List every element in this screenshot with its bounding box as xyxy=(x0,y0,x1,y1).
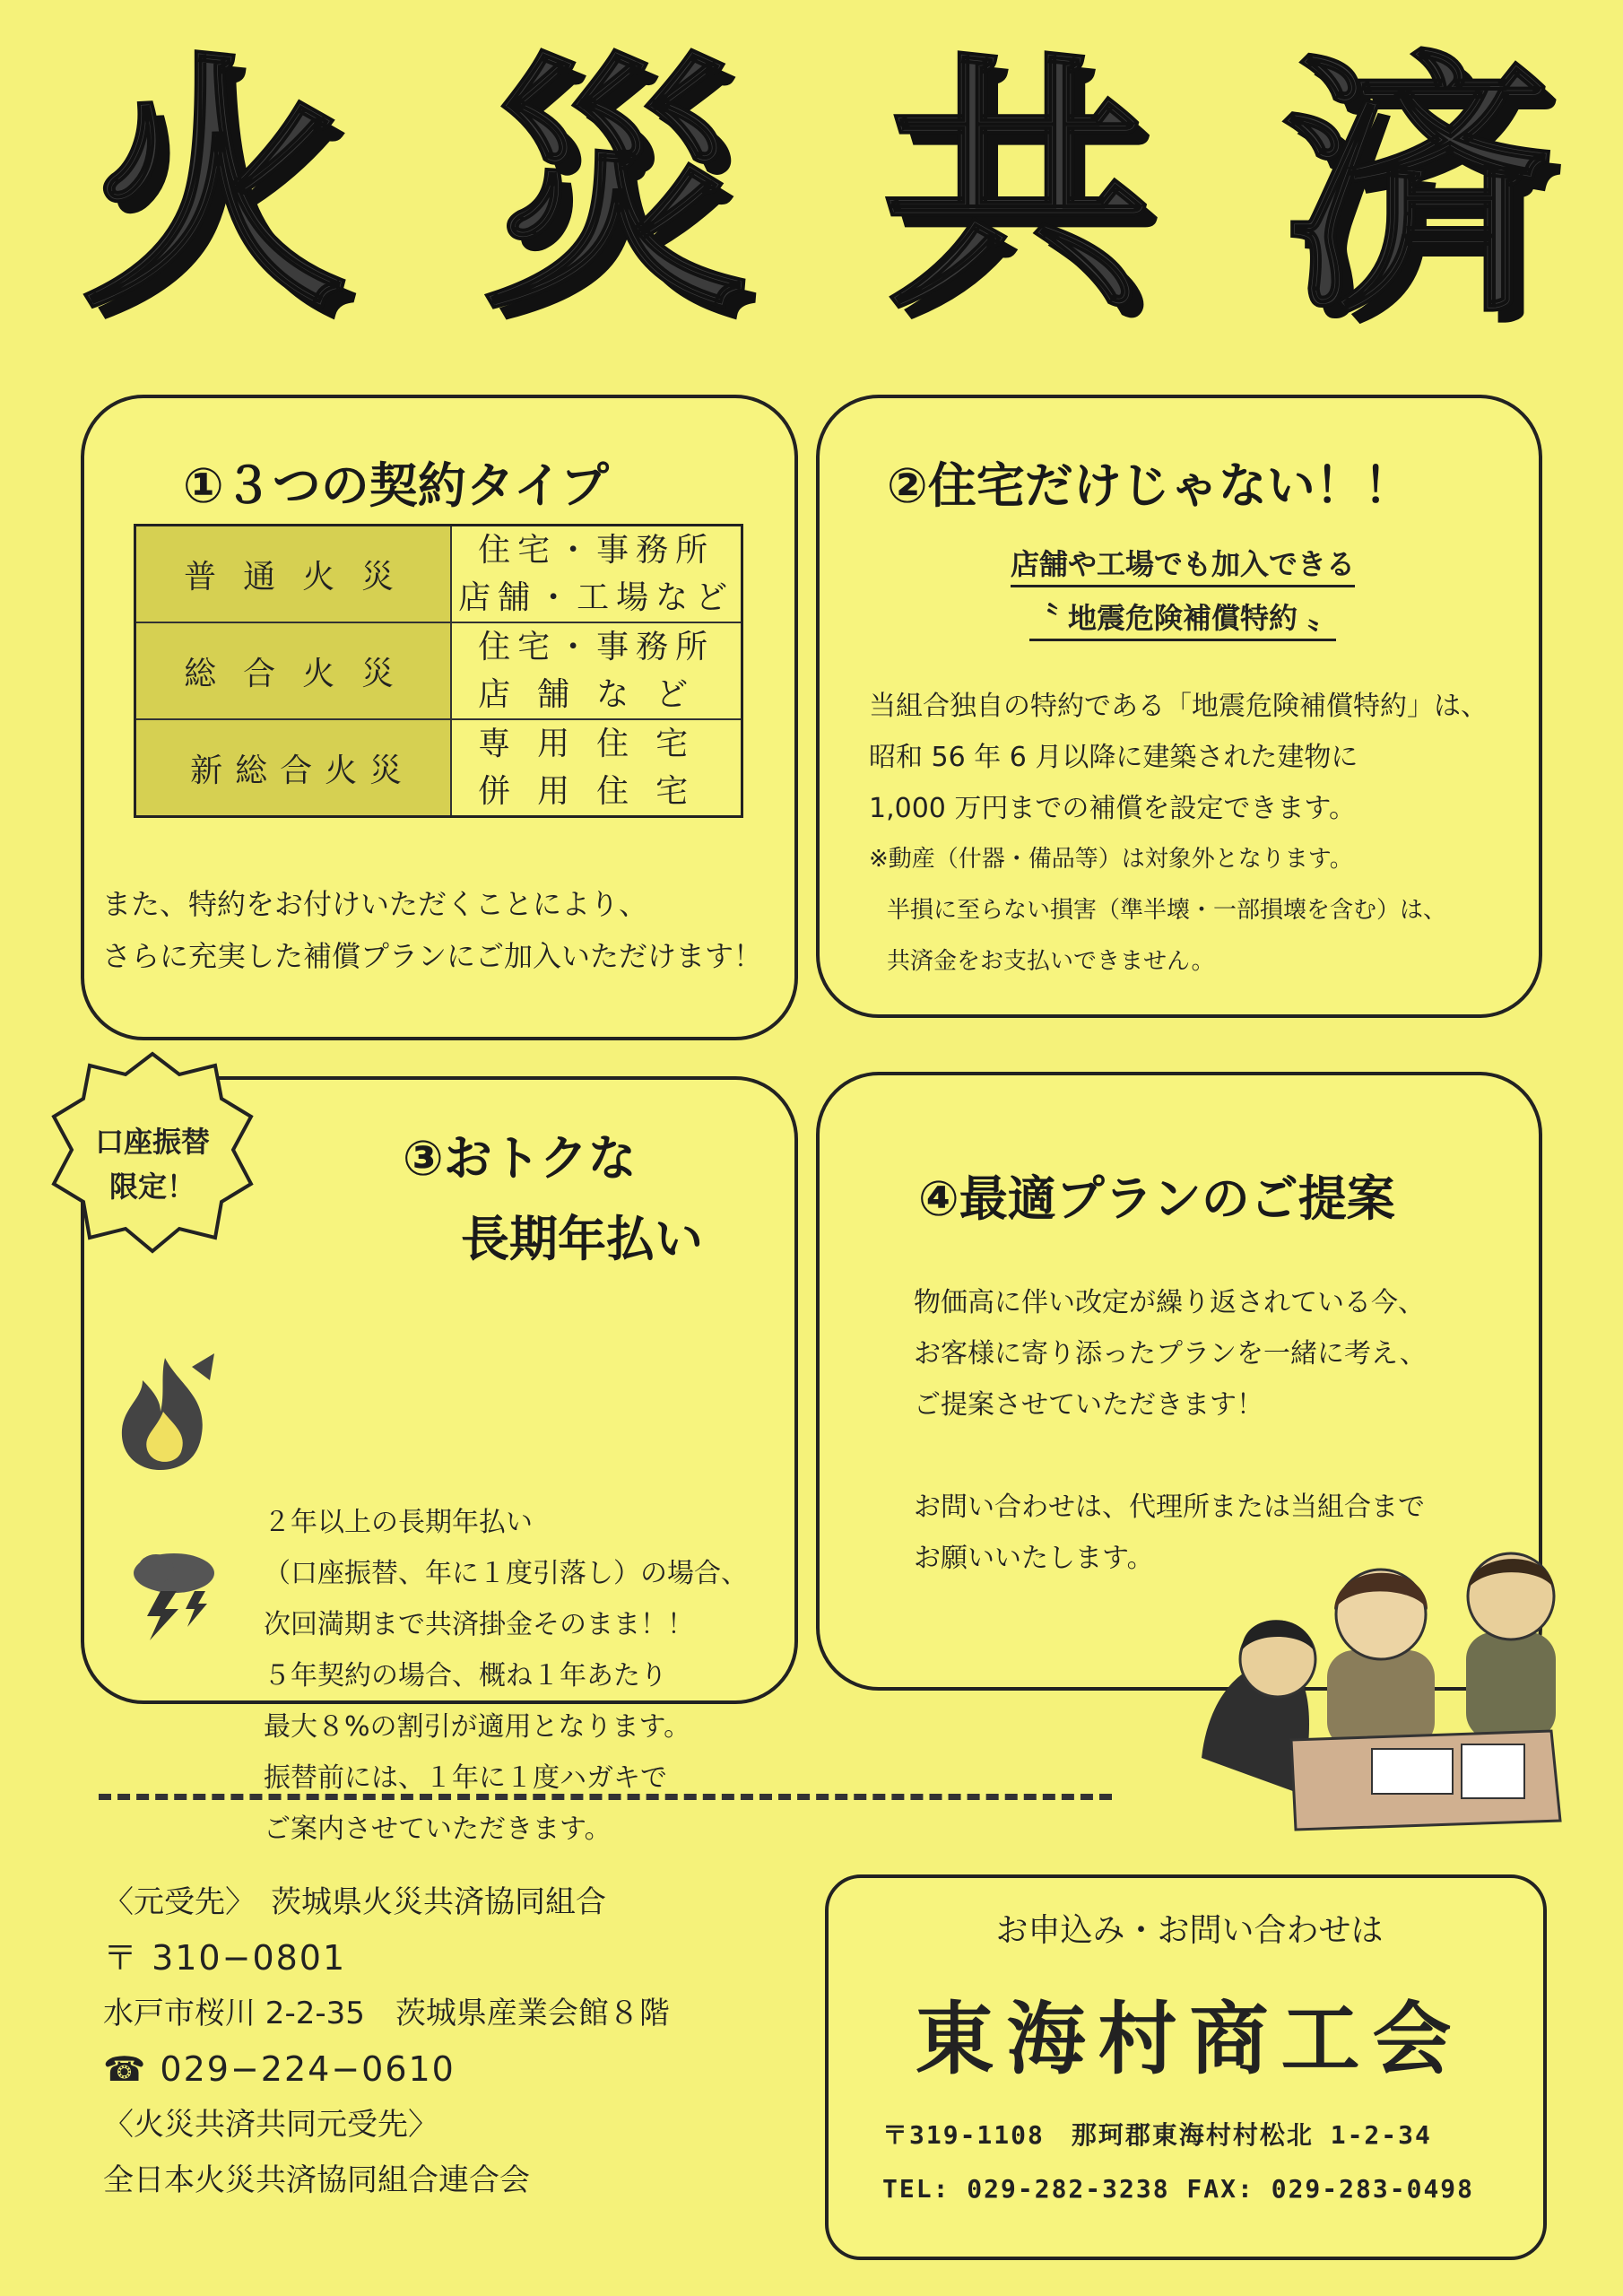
desc-line: 店舗など xyxy=(478,676,716,713)
body-line: （口座振替、年に１度引落し）の場合、 xyxy=(264,1558,748,1589)
contract-types-panel xyxy=(81,395,798,1040)
body-line: お客様に寄り添ったプランを一緒に考え、 xyxy=(914,1338,1427,1370)
note-line: さらに充実した補償プランにご加入いただけます！ xyxy=(102,939,763,973)
optimal-plan-heading: ④最適プランのご提案 xyxy=(918,1170,1395,1227)
co-underwriter-name: 全日本火災共済協同組合連合会 xyxy=(103,2162,530,2198)
inquiry-title: お申込み・お問い合わせは xyxy=(995,1912,1384,1949)
contract-type-desc xyxy=(451,526,742,623)
badge-line: 口座振替 xyxy=(94,1125,210,1159)
postal-code: 〒 310−0801 xyxy=(103,1938,347,1978)
body-line: 共済金をお支払いできません。 xyxy=(887,948,1215,975)
title-char: 災 xyxy=(481,31,751,344)
not-only-housing-panel xyxy=(816,395,1542,1018)
underwriter-info xyxy=(103,1874,670,2208)
long-term-heading-1: ③おトクな xyxy=(403,1130,637,1187)
lightning-icon xyxy=(125,1546,223,1645)
body-line: 次回満期まで共済掛金そのまま！！ xyxy=(264,1609,694,1640)
subheading-text: 店舗や工場でも加入できる xyxy=(1011,547,1355,587)
fire-icon xyxy=(111,1349,219,1474)
body-line: お問い合わせは、代理所または当組合まで xyxy=(914,1492,1425,1523)
organization-name: 東海村商工会 xyxy=(915,1993,1464,2085)
contract-type-name: 普通火災 xyxy=(135,526,452,623)
body-line: お願いいたします。 xyxy=(914,1543,1154,1574)
desc-line: 併用住宅 xyxy=(478,773,716,810)
contract-types-table xyxy=(134,524,743,818)
desc-line: 専用住宅 xyxy=(478,726,716,762)
earthquake-rider-subheading xyxy=(820,596,1546,637)
body-line: ※動産（什器・備品等）は対象外となります。 xyxy=(869,846,1353,873)
subheading-text: 〝 地震危険補償特約 〟 xyxy=(1029,601,1336,641)
title-char: 火 xyxy=(81,31,350,344)
body-line: ご案内させていただきます。 xyxy=(264,1813,612,1845)
body-line: 1,000 万円までの補償を設定できます。 xyxy=(869,793,1357,824)
cut-line xyxy=(99,1794,1112,1800)
note-line: また、特約をお付けいただくことにより、 xyxy=(102,887,648,921)
contract-types-heading: ①３つの契約タイプ xyxy=(183,457,610,514)
body-line: 最大８%の割引が適用となります。 xyxy=(264,1711,691,1743)
body-line: ５年契約の場合、概ね１年あたり xyxy=(264,1660,667,1692)
desc-line: 店舗・工場など xyxy=(458,579,735,616)
earthquake-rider-body xyxy=(869,681,1488,987)
rider-note xyxy=(102,878,762,982)
body-line: 振替前には、１年に１度ハガキで xyxy=(264,1762,667,1794)
not-only-housing-heading: ②住宅だけじゃない！！ xyxy=(887,457,1412,514)
title-char: 済 xyxy=(1281,31,1551,344)
body-line: 昭和 56 年 6 月以降に建築された建物に xyxy=(869,742,1358,773)
table-row xyxy=(135,526,742,623)
body-line: ご提案させていただきます！ xyxy=(914,1389,1263,1421)
contract-type-name: 新総合火災 xyxy=(135,719,452,817)
contract-type-desc xyxy=(451,622,742,719)
organization-address: 〒319-1108 那珂郡東海村村松北 1-2-34 xyxy=(882,2120,1432,2150)
address-line: 水戸市桜川 2-2-35 茨城県産業会館８階 xyxy=(103,1996,670,2031)
desc-line: 住宅・事務所 xyxy=(478,532,716,569)
body-line: ２年以上の長期年払い xyxy=(264,1507,533,1538)
desc-line: 住宅・事務所 xyxy=(478,629,716,665)
badge-line: 限定！ xyxy=(108,1170,195,1204)
direct-debit-badge xyxy=(49,1119,256,1209)
long-term-body xyxy=(264,1497,748,1855)
table-row xyxy=(135,719,742,817)
shops-factories-subheading xyxy=(820,542,1546,583)
contract-type-desc xyxy=(451,719,742,817)
contract-type-name: 総合火災 xyxy=(135,622,452,719)
inquiry-contact-box xyxy=(825,1874,1547,2260)
table-row xyxy=(135,622,742,719)
body-line: 物価高に伴い改定が繰り返されている今、 xyxy=(914,1287,1425,1318)
title-char: 共 xyxy=(881,31,1151,344)
long-term-heading-2: 長期年払い xyxy=(461,1211,703,1267)
organization-phone-fax: TEL: 029-282-3238 FAX: 029-283-0498 xyxy=(882,2174,1475,2204)
page-title xyxy=(81,18,1551,359)
underwriter-line: 〈元受先〉 茨城県火災共済協同組合 xyxy=(103,1884,606,1920)
body-line: 当組合独自の特約である「地震危険補償特約」は、 xyxy=(869,691,1488,722)
co-underwriter-label: 〈火災共済共同元受先〉 xyxy=(103,2107,438,2143)
body-line: 半損に至らない損害（準半壊・一部損壊を含む）は、 xyxy=(887,897,1447,924)
consultation-illustration xyxy=(1193,1525,1569,1848)
phone-number: ☎ 029−224−0610 xyxy=(103,2049,456,2089)
